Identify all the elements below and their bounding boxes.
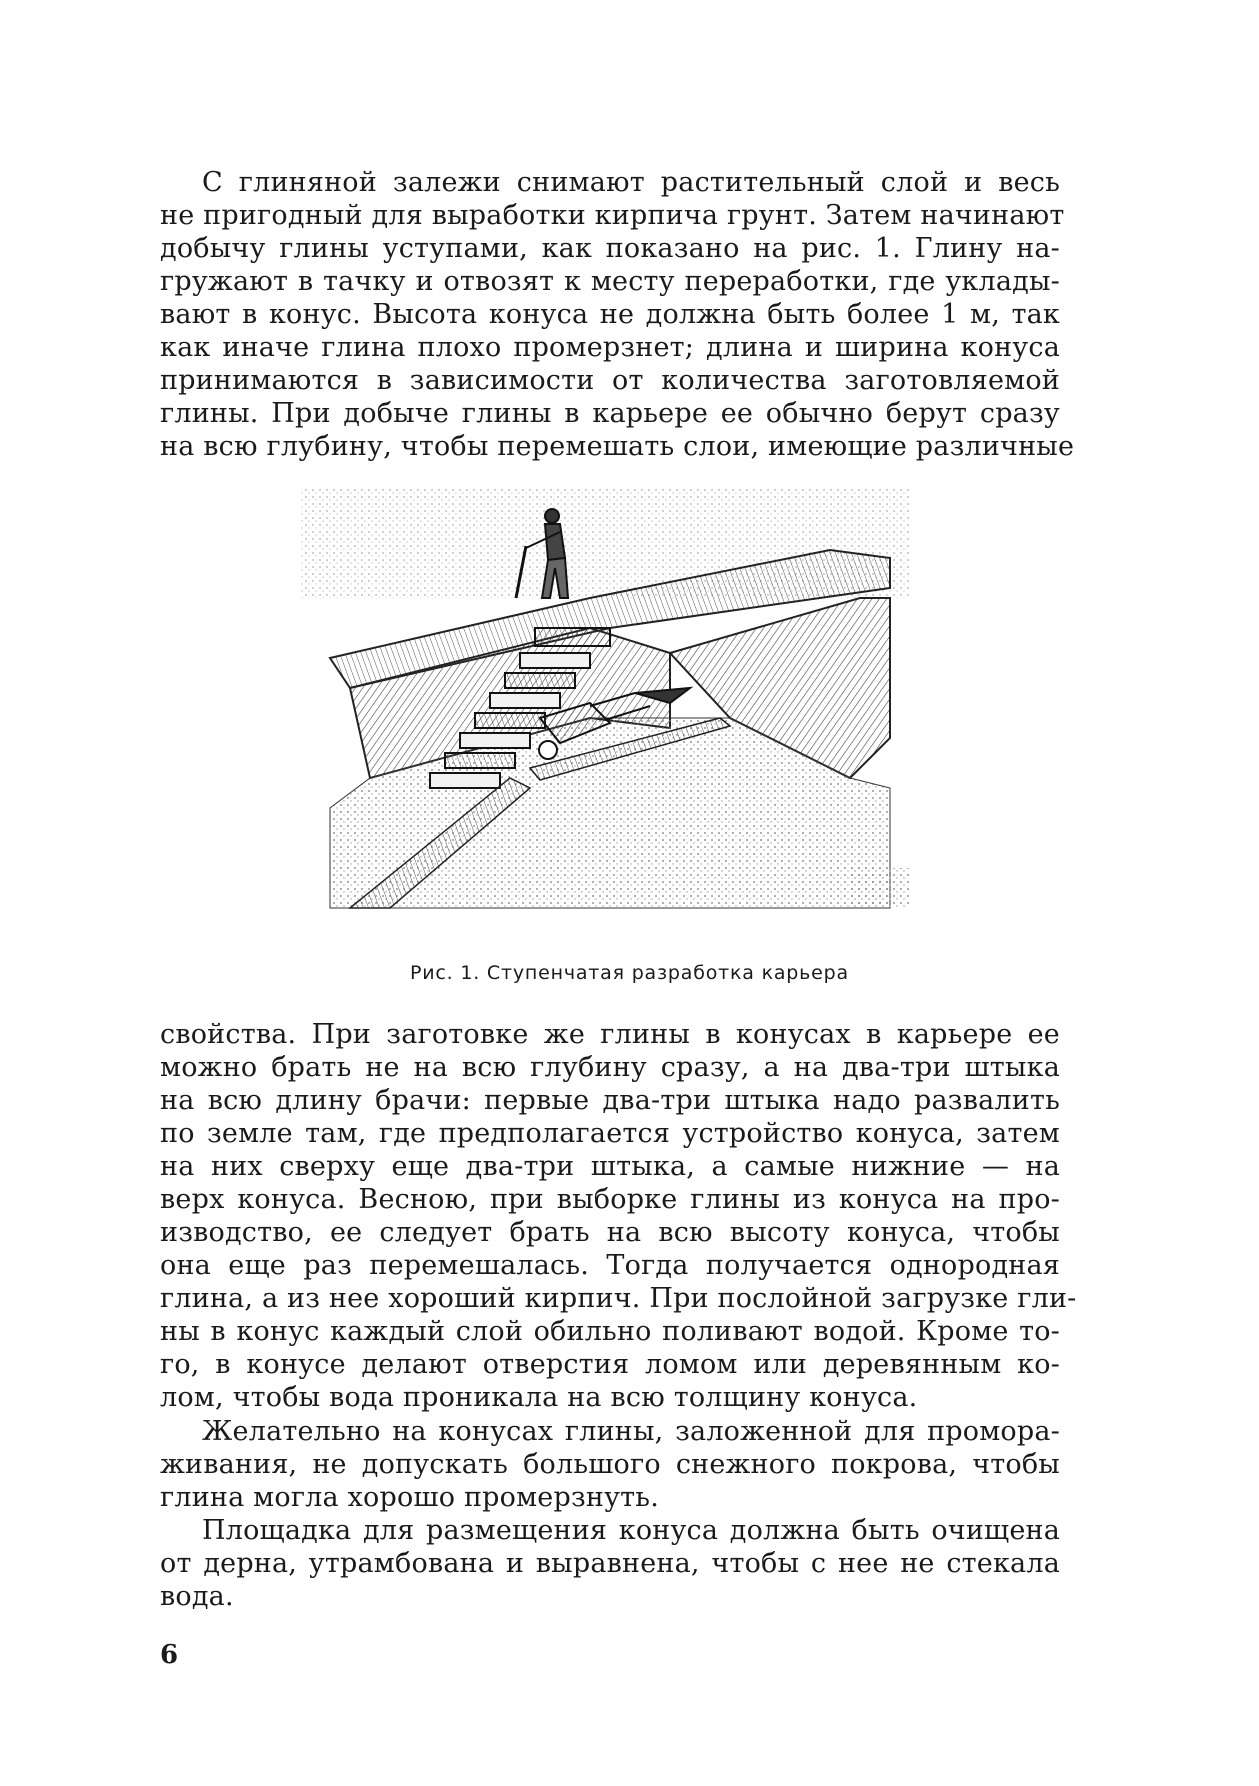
text-line: С глиняной залежи снимают растительный слой и весь bbox=[202, 167, 1060, 198]
text-line: на всю длину брачи: первые два-три штыка надо развалить bbox=[160, 1085, 1060, 1116]
text-line: глина могла хорошо промерзнуть. bbox=[160, 1482, 659, 1513]
text-line: не пригодный для выработки кирпича грунт. Затем начинают bbox=[160, 200, 1065, 231]
text-line: вают в конус. Высота конуса не должна быть более 1 м, так bbox=[160, 299, 1060, 330]
page-number: 6 bbox=[160, 1640, 179, 1670]
text-line: гружают в тачку и отвозят к месту переработки, где уклады- bbox=[160, 266, 1060, 297]
text-line: на всю глубину, чтобы перемешать слои, имеющие различные bbox=[160, 431, 1075, 462]
text-line: добычу глины уступами, как показано на рис. 1. Глину на- bbox=[160, 233, 1060, 264]
quarry-illustration bbox=[290, 488, 930, 928]
text-line: живания, не допускать большого снежного покрова, чтобы bbox=[160, 1449, 1060, 1480]
text-line: свойства. При заготовке же глины в конусах в карьере ее bbox=[160, 1019, 1060, 1050]
paragraph-site bbox=[160, 1514, 1060, 1613]
text-line: Желательно на конусах глины, заложенной для проморa- bbox=[202, 1416, 1060, 1447]
text-line: ны в конус каждый слой обильно поливают водой. Кроме то- bbox=[160, 1316, 1060, 1347]
figure-caption: Рис. 1. Ступенчатая разработка карьера bbox=[410, 962, 849, 984]
paragraph-continued bbox=[160, 1018, 1077, 1414]
text-line: глины. При добыче глины в карьере ее обычно берут сразу bbox=[160, 398, 1060, 429]
text-line: можно брать не на всю глубину сразу, а на два-три штыка bbox=[160, 1052, 1060, 1083]
text-line: вода. bbox=[160, 1581, 234, 1612]
text-line: го, в конусе делают отверстия ломом или деревянным ко- bbox=[160, 1349, 1060, 1380]
text-line: она еще раз перемешалась. Тогда получается однородная bbox=[160, 1250, 1060, 1281]
text-line: глина, а из нее хороший кирпич. При послойной загрузке гли- bbox=[160, 1283, 1077, 1314]
text-line: от дерна, утрамбована и выравнена, чтобы с нее не стекала bbox=[160, 1548, 1060, 1579]
text-line: как иначе глина плохо промерзнет; длина и ширина конуса bbox=[160, 332, 1060, 363]
text-line: верх конуса. Весною, при выборке глины из конуса на про- bbox=[160, 1184, 1060, 1215]
text-line: на них сверху еще два-три штыка, а самые нижние — на bbox=[160, 1151, 1060, 1182]
paragraph-snow bbox=[160, 1415, 1060, 1514]
text-line: лом, чтобы вода проникала на всю толщину конуса. bbox=[160, 1382, 918, 1413]
text-line: изводство, ее следует брать на всю высоту конуса, чтобы bbox=[160, 1217, 1060, 1248]
paragraph-top bbox=[160, 166, 1075, 463]
text-line: по земле там, где предполагается устройство конуса, затем bbox=[160, 1118, 1060, 1149]
text-line: Площадка для размещения конуса должна быть очищена bbox=[202, 1515, 1060, 1546]
text-line: принимаются в зависимости от количества заготовляемой bbox=[160, 365, 1060, 396]
